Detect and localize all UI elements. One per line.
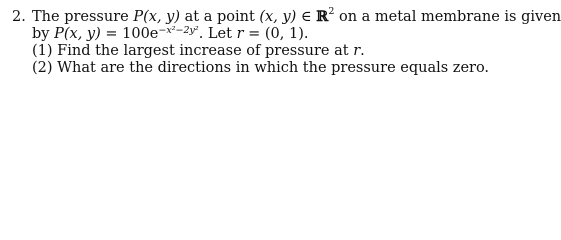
question-1 — [12, 43, 532, 60]
problem-number: 2. — [12, 9, 26, 25]
let-text: . Let — [198, 26, 237, 42]
question-1-end: . — [360, 43, 365, 59]
question-2-text: What are the directions in which the pressure equals zero. — [52, 60, 490, 76]
function-args-2: (x, y) — [63, 26, 101, 42]
question-1-text: Find the largest increase of pressure at — [52, 43, 354, 59]
problem-block — [12, 6, 561, 77]
statement-text: The pressure — [32, 9, 134, 25]
question-2 — [12, 60, 532, 77]
pressure-function-2: P — [54, 26, 64, 42]
r-variable: r — [236, 26, 244, 42]
by-text: by — [32, 26, 55, 42]
equation-base: = 100e — [100, 26, 159, 42]
statement-text-end: on a metal membrane is given — [334, 9, 561, 25]
equation-exponent: −x²−2y² — [158, 24, 199, 36]
function-args: (x, y) — [143, 9, 181, 25]
problem-line-2 — [12, 26, 532, 43]
r-definition: = (0, 1). — [243, 26, 309, 42]
statement-text-mid: at a point — [180, 9, 260, 25]
problem-line-1 — [12, 6, 561, 26]
real-space-symbol: ℝ — [316, 8, 329, 25]
question-1-var: r — [353, 43, 361, 59]
space-dimension: 2 — [328, 6, 335, 18]
element-of-symbol: ∈ — [296, 9, 317, 25]
pressure-function: P — [133, 9, 144, 25]
question-2-number: (2) — [32, 60, 53, 76]
question-1-number: (1) — [32, 43, 53, 59]
point-expression: (x, y) — [259, 9, 297, 25]
